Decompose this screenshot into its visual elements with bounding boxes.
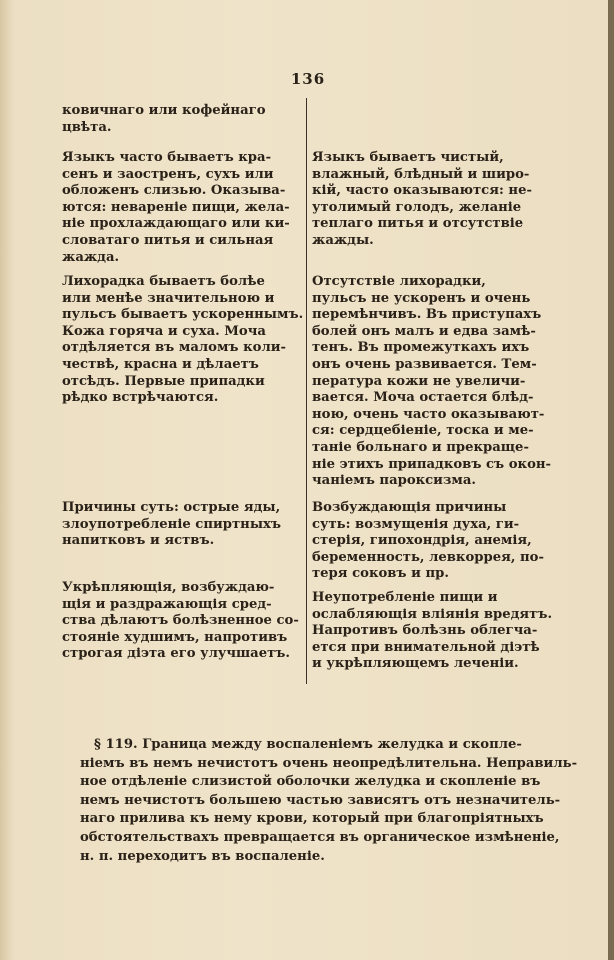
text-line: Причины суть: острые яды, bbox=[62, 500, 281, 515]
text-line: § 119. Граница между воспаленіемъ желудка и скопле- bbox=[94, 737, 522, 752]
text-line: Языкъ часто бываетъ кра- bbox=[62, 150, 272, 165]
text-line: Отсутствіе лихорадки, bbox=[312, 274, 486, 289]
text-line: стояніе худшимъ, напротивъ bbox=[62, 629, 288, 645]
text-line: пульсъ не ускоренъ и очень bbox=[312, 290, 531, 306]
text-line: Лихорадка бываетъ болѣе bbox=[62, 274, 265, 289]
text-line: тенъ. Въ промежуткахъ ихъ bbox=[312, 340, 530, 356]
section-119-paragraph bbox=[80, 736, 578, 866]
left-paragraph-causes bbox=[62, 500, 302, 550]
text-line: вается. Моча остается блѣд- bbox=[312, 390, 534, 406]
text-line: ослабляющія вліянія вредятъ. bbox=[312, 606, 553, 622]
text-line: ковичнаго или кофейнаго bbox=[62, 103, 266, 118]
text-line: сенъ и заостренъ, сухъ или bbox=[62, 166, 274, 182]
text-line: ются: невареніе пищи, жела- bbox=[62, 199, 290, 215]
text-line: отсѣдъ. Первые припадки bbox=[62, 373, 265, 389]
right-paragraph-causes bbox=[312, 500, 556, 583]
text-line: щія и раздражающія сред- bbox=[62, 596, 272, 612]
left-paragraph-fever bbox=[62, 274, 302, 407]
text-line: обложенъ слизью. Оказыва- bbox=[62, 183, 286, 199]
text-line: и укрѣпляющемъ леченіи. bbox=[312, 656, 519, 672]
text-line: рѣдко встрѣчаются. bbox=[62, 390, 219, 406]
text-line: ніе прохлаждающаго или ки- bbox=[62, 216, 290, 232]
text-line: Языкъ бываетъ чистый, bbox=[312, 150, 504, 165]
text-line: суть: возмущенія духа, ги- bbox=[312, 516, 520, 532]
text-line: Неупотребленіе пищи и bbox=[312, 590, 498, 605]
text-line: Возбуждающія причины bbox=[312, 500, 507, 515]
text-line: ніемъ въ немъ нечистотъ очень неопредѣлительна. Неправиль- bbox=[80, 755, 578, 771]
text-line: строгая діэта его улучшаетъ. bbox=[62, 646, 290, 662]
column-divider bbox=[306, 98, 307, 684]
text-line: Укрѣпляющія, возбуждаю- bbox=[62, 580, 275, 595]
right-paragraph-treatment bbox=[312, 590, 556, 673]
text-line: цвѣта. bbox=[62, 119, 112, 135]
left-paragraph-treatment bbox=[62, 580, 302, 663]
text-line: влажный, блѣдный и широ- bbox=[312, 166, 530, 182]
right-paragraph-tongue bbox=[312, 150, 556, 250]
text-line: ства дѣлаютъ болѣзненное со- bbox=[62, 613, 299, 629]
text-line: болей онъ малъ и едва замѣ- bbox=[312, 323, 536, 339]
text-line: жажда. bbox=[62, 249, 120, 265]
text-line: ется при внимательной діэтѣ bbox=[312, 639, 540, 655]
text-line: ное отдѣленіе слизистой оболочки желудка и скопленіе въ bbox=[80, 774, 541, 790]
text-line: ніе этихъ припадковъ съ окон- bbox=[312, 456, 552, 472]
page-edge bbox=[608, 0, 614, 960]
text-line: пература кожи не увеличи- bbox=[312, 373, 526, 389]
text-line: словатаго питья и сильная bbox=[62, 232, 274, 248]
text-line: теплаго питья и отсутствіе bbox=[312, 216, 524, 232]
text-line: жажды. bbox=[312, 232, 374, 248]
text-line: ся: сердцебіеніе, тоска и ме- bbox=[312, 423, 534, 439]
text-line: ною, очень часто оказывают- bbox=[312, 406, 545, 422]
text-line: Напротивъ болѣзнь облегча- bbox=[312, 623, 538, 639]
text-line: напитковъ и яствъ. bbox=[62, 533, 215, 549]
text-line: н. п. переходитъ въ воспаленіе. bbox=[80, 848, 325, 864]
text-line: отдѣляется въ маломъ коли- bbox=[62, 340, 286, 356]
text-line: кій, часто оказываются: не- bbox=[312, 183, 532, 199]
text-line: стерія, гипохондрія, анемія, bbox=[312, 533, 532, 549]
text-line: чествѣ, красна и дѣлаетъ bbox=[62, 356, 259, 372]
text-line: немъ нечистотъ большею частью зависятъ отъ незначитель- bbox=[80, 792, 561, 808]
right-paragraph-fever bbox=[312, 274, 556, 490]
text-line: таніе больнаго и прекраще- bbox=[312, 439, 529, 455]
text-line: Кожа горяча и суха. Моча bbox=[62, 323, 266, 339]
text-line: перемѣнчивъ. Въ приступахъ bbox=[312, 307, 542, 323]
text-line: или менѣе значительною и bbox=[62, 290, 275, 306]
text-line: злоупотребленіе спиртныхъ bbox=[62, 516, 282, 532]
text-line: обстоятельствахъ превращается въ органическое измѣненіе, bbox=[80, 829, 560, 845]
page-number: 136 bbox=[290, 70, 326, 88]
text-line: онъ очень развивается. Тем- bbox=[312, 356, 537, 372]
text-line: пульсъ бываетъ ускореннымъ. bbox=[62, 307, 304, 323]
left-paragraph-color bbox=[62, 103, 302, 136]
text-line: утолимый голодъ, желаніе bbox=[312, 199, 522, 215]
text-line: наго прилива къ нему крови, который при благопріятныхъ bbox=[80, 811, 544, 827]
text-line: чаніемъ пароксизма. bbox=[312, 473, 476, 489]
text-line: беременность, левкоррея, по- bbox=[312, 549, 544, 565]
left-paragraph-tongue bbox=[62, 150, 302, 266]
text-line: теря соковъ и пр. bbox=[312, 566, 449, 582]
